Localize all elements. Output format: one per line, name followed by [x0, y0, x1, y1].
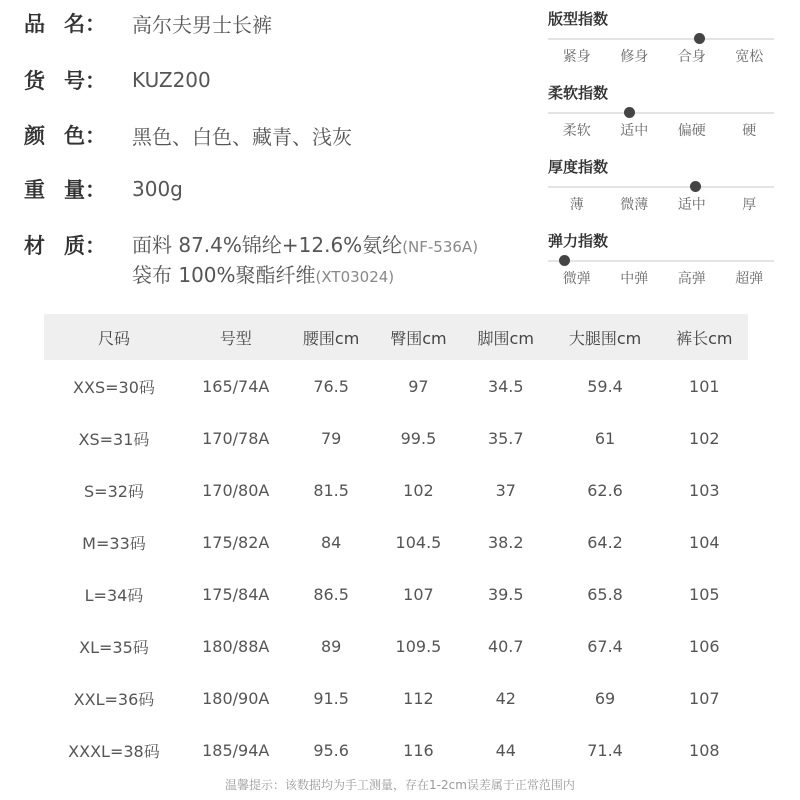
table-cell: 102 — [403, 480, 434, 500]
table-cell: 40.7 — [487, 636, 524, 656]
index-option: 微弹 — [562, 271, 591, 287]
table-cell: 84 — [320, 532, 342, 552]
table-cell: 44 — [495, 740, 516, 760]
header-cell: 大腿围cm — [568, 328, 642, 348]
index-option: 中弹 — [620, 271, 649, 287]
table-cell: 39.5 — [487, 584, 524, 604]
product-weight-value: 300g — [132, 177, 183, 201]
header-cell: 臀围cm — [390, 328, 447, 348]
table-cell: 79 — [320, 428, 342, 448]
table-row — [44, 464, 748, 516]
table-cell: 61 — [594, 428, 616, 448]
index-option: 偏硬 — [677, 123, 706, 139]
softness-index-title: 柔软指数 — [548, 84, 609, 102]
fit-index-marker — [694, 33, 705, 44]
thickness-index-title: 厚度指数 — [548, 158, 609, 176]
index-option: 超弹 — [735, 271, 764, 287]
size-table-header — [44, 314, 748, 360]
product-name-value: 高尔夫男士长裤 — [132, 12, 272, 37]
table-cell: 108 — [689, 740, 720, 760]
table-cell: XS=31码 — [78, 429, 150, 449]
product-code-row — [24, 63, 211, 97]
table-row — [44, 672, 748, 724]
table-cell: 97 — [408, 376, 429, 396]
header-cell: 号型 — [219, 328, 252, 348]
table-cell: 89 — [320, 636, 342, 656]
pocket-composition: 袋布 100%聚酯纤维 — [132, 263, 316, 287]
index-option: 厚 — [742, 197, 757, 213]
product-code-label: 货 号： — [24, 69, 106, 93]
product-color-value: 黑色、白色、藏青、浅灰 — [132, 124, 352, 149]
header-cell: 尺码 — [97, 328, 130, 348]
table-cell: 65.8 — [587, 584, 623, 604]
table-cell: 106 — [689, 636, 720, 656]
table-cell: M=33码 — [82, 533, 146, 553]
table-cell: 64.2 — [587, 532, 623, 552]
fit-index — [548, 8, 778, 82]
table-cell: 105 — [689, 584, 720, 604]
index-option: 高弹 — [677, 271, 706, 287]
table-cell: XXXL=38码 — [68, 741, 160, 761]
product-weight-label: 重 量： — [24, 178, 106, 202]
elasticity-index-options — [548, 268, 778, 288]
table-row — [44, 412, 748, 464]
table-row — [44, 568, 748, 620]
index-option: 适中 — [620, 123, 649, 139]
table-cell: L=34码 — [84, 585, 144, 605]
table-cell: 165/74A — [202, 376, 270, 396]
fit-index-track — [548, 38, 774, 40]
index-option: 微薄 — [620, 197, 649, 213]
index-option: 宽松 — [735, 49, 764, 65]
table-cell: 35.7 — [487, 428, 524, 448]
table-cell: XXS=30码 — [73, 377, 155, 397]
table-cell: 175/82A — [202, 532, 270, 552]
table-cell: 107 — [403, 584, 434, 604]
table-cell: S=32码 — [84, 481, 144, 501]
index-option: 修身 — [620, 49, 649, 65]
pocket-line — [132, 260, 478, 290]
table-cell: 42 — [495, 688, 516, 708]
table-cell: 86.5 — [313, 584, 349, 604]
footnote: 温馨提示：该数据均为手工测量，存在1-2cm误差属于正常范围内 — [225, 778, 575, 792]
softness-index-track — [548, 112, 774, 114]
table-cell: 116 — [403, 740, 434, 760]
elasticity-index-track — [548, 260, 774, 262]
material-lines — [132, 230, 478, 290]
thickness-index-options — [548, 194, 778, 214]
thickness-index — [548, 156, 778, 230]
table-cell: XXL=36码 — [73, 689, 155, 709]
size-table — [44, 314, 748, 776]
table-cell: 99.5 — [400, 428, 437, 448]
fit-index-title: 版型指数 — [548, 10, 609, 28]
fabric-code: (NF-536A) — [402, 238, 479, 256]
table-cell: 175/84A — [202, 584, 270, 604]
table-cell: 95.6 — [313, 740, 349, 760]
product-weight-row — [24, 172, 183, 206]
table-row — [44, 360, 748, 412]
table-cell: 185/94A — [202, 740, 270, 760]
index-option: 适中 — [677, 197, 706, 213]
softness-index-marker — [624, 107, 635, 118]
table-cell: 37 — [495, 480, 516, 500]
header-cell: 裤长cm — [676, 328, 733, 348]
product-name-label: 品 名： — [24, 12, 106, 36]
elasticity-index-marker — [559, 255, 570, 266]
elasticity-index-title: 弹力指数 — [548, 232, 609, 250]
table-row — [44, 516, 748, 568]
header-cell: 脚围cm — [477, 328, 534, 348]
header-cell: 腰围cm — [302, 328, 360, 348]
table-cell: 104.5 — [395, 532, 442, 552]
table-cell: 170/78A — [202, 428, 270, 448]
table-cell: 67.4 — [587, 636, 623, 656]
table-cell: 91.5 — [313, 688, 349, 708]
table-cell: 107 — [689, 688, 720, 708]
size-table-body — [44, 360, 748, 776]
softness-index-options — [548, 120, 778, 140]
table-cell: 112 — [403, 688, 434, 708]
fabric-line — [132, 230, 478, 260]
product-name-row — [24, 6, 272, 40]
index-option: 硬 — [742, 123, 757, 139]
table-cell: 180/88A — [202, 636, 270, 656]
table-row — [44, 620, 748, 672]
table-cell: 109.5 — [395, 636, 442, 656]
pocket-code: (XT03024) — [315, 268, 395, 286]
table-cell: 102 — [689, 428, 720, 448]
table-cell: 170/80A — [202, 480, 270, 500]
table-cell: 104 — [689, 532, 720, 552]
table-cell: 180/90A — [202, 688, 270, 708]
index-option: 柔软 — [562, 123, 591, 139]
index-option: 薄 — [569, 197, 584, 213]
table-cell: 62.6 — [587, 480, 623, 500]
product-material-row — [24, 230, 478, 290]
product-color-label: 颜 色： — [24, 124, 106, 148]
table-cell: 101 — [689, 376, 720, 396]
table-cell: 38.2 — [487, 532, 524, 552]
table-cell: 59.4 — [587, 376, 623, 396]
table-row — [44, 724, 748, 776]
table-cell: 71.4 — [587, 740, 623, 760]
table-cell: 81.5 — [313, 480, 349, 500]
elasticity-index — [548, 230, 778, 304]
table-cell: XL=35码 — [79, 637, 149, 657]
index-option: 合身 — [677, 49, 706, 65]
fabric-composition: 面料 87.4%锦纶+12.6%氨纶 — [132, 233, 403, 257]
product-code-value: KUZ200 — [132, 68, 211, 92]
product-color-row — [24, 118, 352, 152]
thickness-index-track — [548, 186, 774, 188]
table-cell: 103 — [689, 480, 720, 500]
table-cell: 34.5 — [487, 376, 524, 396]
index-option: 紧身 — [562, 49, 591, 65]
thickness-index-marker — [690, 181, 701, 192]
product-material-label: 材 质： — [24, 234, 106, 258]
fit-index-options — [548, 46, 778, 66]
table-cell: 69 — [594, 688, 616, 708]
table-cell: 76.5 — [313, 376, 349, 396]
softness-index — [548, 82, 778, 156]
index-panel — [548, 8, 778, 304]
